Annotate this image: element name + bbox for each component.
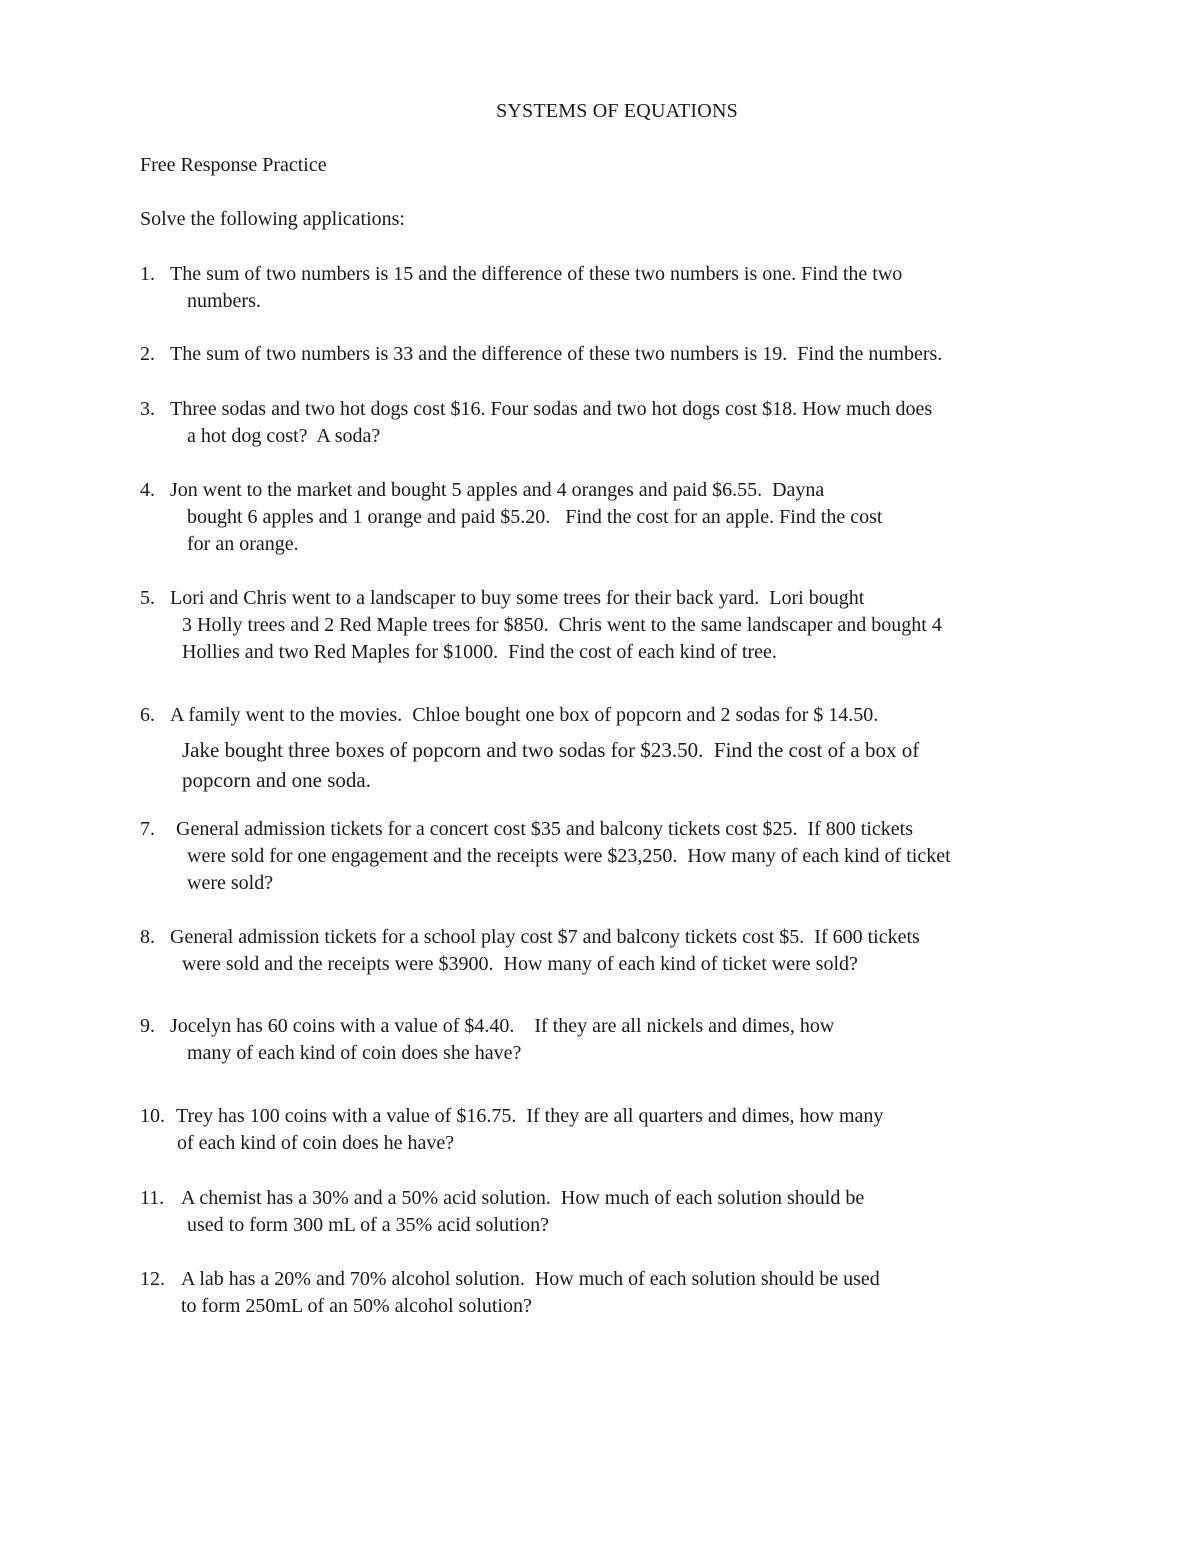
problem-text-line: Three sodas and two hot dogs cost $16. Four sodas and two hot dogs cost $18. How much does bbox=[170, 398, 933, 420]
problem-text-line: A family went to the movies. Chloe bought one box of popcorn and 2 sodas for $ 14.50. bbox=[170, 704, 879, 726]
problem-number: 5. bbox=[140, 587, 155, 609]
problem-text-line: used to form 300 mL of a 35% acid solution? bbox=[187, 1214, 549, 1236]
problem-text-line: The sum of two numbers is 33 and the difference of these two numbers is 19. Find the numbers. bbox=[170, 343, 943, 365]
problem-text-line: were sold for one engagement and the receipts were $23,250. How many of each kind of ticket bbox=[187, 845, 951, 867]
problem-text-line: The sum of two numbers is 15 and the difference of these two numbers is one. Find the two bbox=[170, 263, 903, 285]
subtitle: Free Response Practice bbox=[140, 154, 327, 176]
problem-text-line: Jon went to the market and bought 5 apples and 4 oranges and paid $6.55. Dayna bbox=[170, 479, 825, 501]
problem-text-line: bought 6 apples and 1 orange and paid $5.20. Find the cost for an apple. Find the cost bbox=[187, 506, 883, 528]
problem-number: 10. bbox=[140, 1105, 165, 1127]
problem-number: 11. bbox=[140, 1187, 165, 1209]
problem-text-line: Jocelyn has 60 coins with a value of $4.40. If they are all nickels and dimes, how bbox=[170, 1015, 835, 1037]
problem-number: 2. bbox=[140, 343, 155, 365]
problem-text-line: Hollies and two Red Maples for $1000. Find the cost of each kind of tree. bbox=[182, 641, 777, 663]
problem-text-line: to form 250mL of an 50% alcohol solution? bbox=[181, 1295, 532, 1317]
problem-text-line: 3 Holly trees and 2 Red Maple trees for $850. Chris went to the same landscaper and bought 4 bbox=[182, 614, 942, 636]
problem-number: 6. bbox=[140, 704, 155, 726]
problem-text-line: of each kind of coin does he have? bbox=[177, 1132, 455, 1154]
problem-text-line: General admission tickets for a school play cost $7 and balcony tickets cost $5. If 600 tickets bbox=[170, 926, 920, 948]
problem-text-line: numbers. bbox=[187, 290, 261, 312]
problem-text-line: Jake bought three boxes of popcorn and two sodas for $23.50. Find the cost of a box of bbox=[182, 738, 920, 762]
problem-number: 12. bbox=[140, 1268, 165, 1290]
problem-text-line: many of each kind of coin does she have? bbox=[187, 1042, 522, 1064]
problem-text-line: A chemist has a 30% and a 50% acid solution. How much of each solution should be bbox=[181, 1187, 865, 1209]
problem-number: 3. bbox=[140, 398, 155, 420]
instruction: Solve the following applications: bbox=[140, 208, 405, 230]
problem-text-line: popcorn and one soda. bbox=[182, 768, 371, 792]
problem-text-line: Trey has 100 coins with a value of $16.75. If they are all quarters and dimes, how many bbox=[176, 1105, 884, 1127]
problem-text-line: were sold? bbox=[187, 872, 274, 894]
problem-text-line: A lab has a 20% and 70% alcohol solution. How much of each solution should be used bbox=[181, 1268, 880, 1290]
problem-text-line: for an orange. bbox=[187, 533, 299, 555]
problem-number: 9. bbox=[140, 1015, 155, 1037]
problem-number: 7. bbox=[140, 818, 155, 840]
problem-text-line: a hot dog cost? A soda? bbox=[187, 425, 381, 447]
problem-number: 4. bbox=[140, 479, 155, 501]
problem-text-line: Lori and Chris went to a landscaper to buy some trees for their back yard. Lori bought bbox=[170, 587, 865, 609]
problem-number: 8. bbox=[140, 926, 155, 948]
problem-text-line: General admission tickets for a concert cost $35 and balcony tickets cost $25. If 800 tickets bbox=[176, 818, 914, 840]
problem-number: 1. bbox=[140, 263, 155, 285]
problem-text-line: were sold and the receipts were $3900. How many of each kind of ticket were sold? bbox=[182, 953, 858, 975]
page-title: SYSTEMS OF EQUATIONS bbox=[496, 100, 738, 122]
